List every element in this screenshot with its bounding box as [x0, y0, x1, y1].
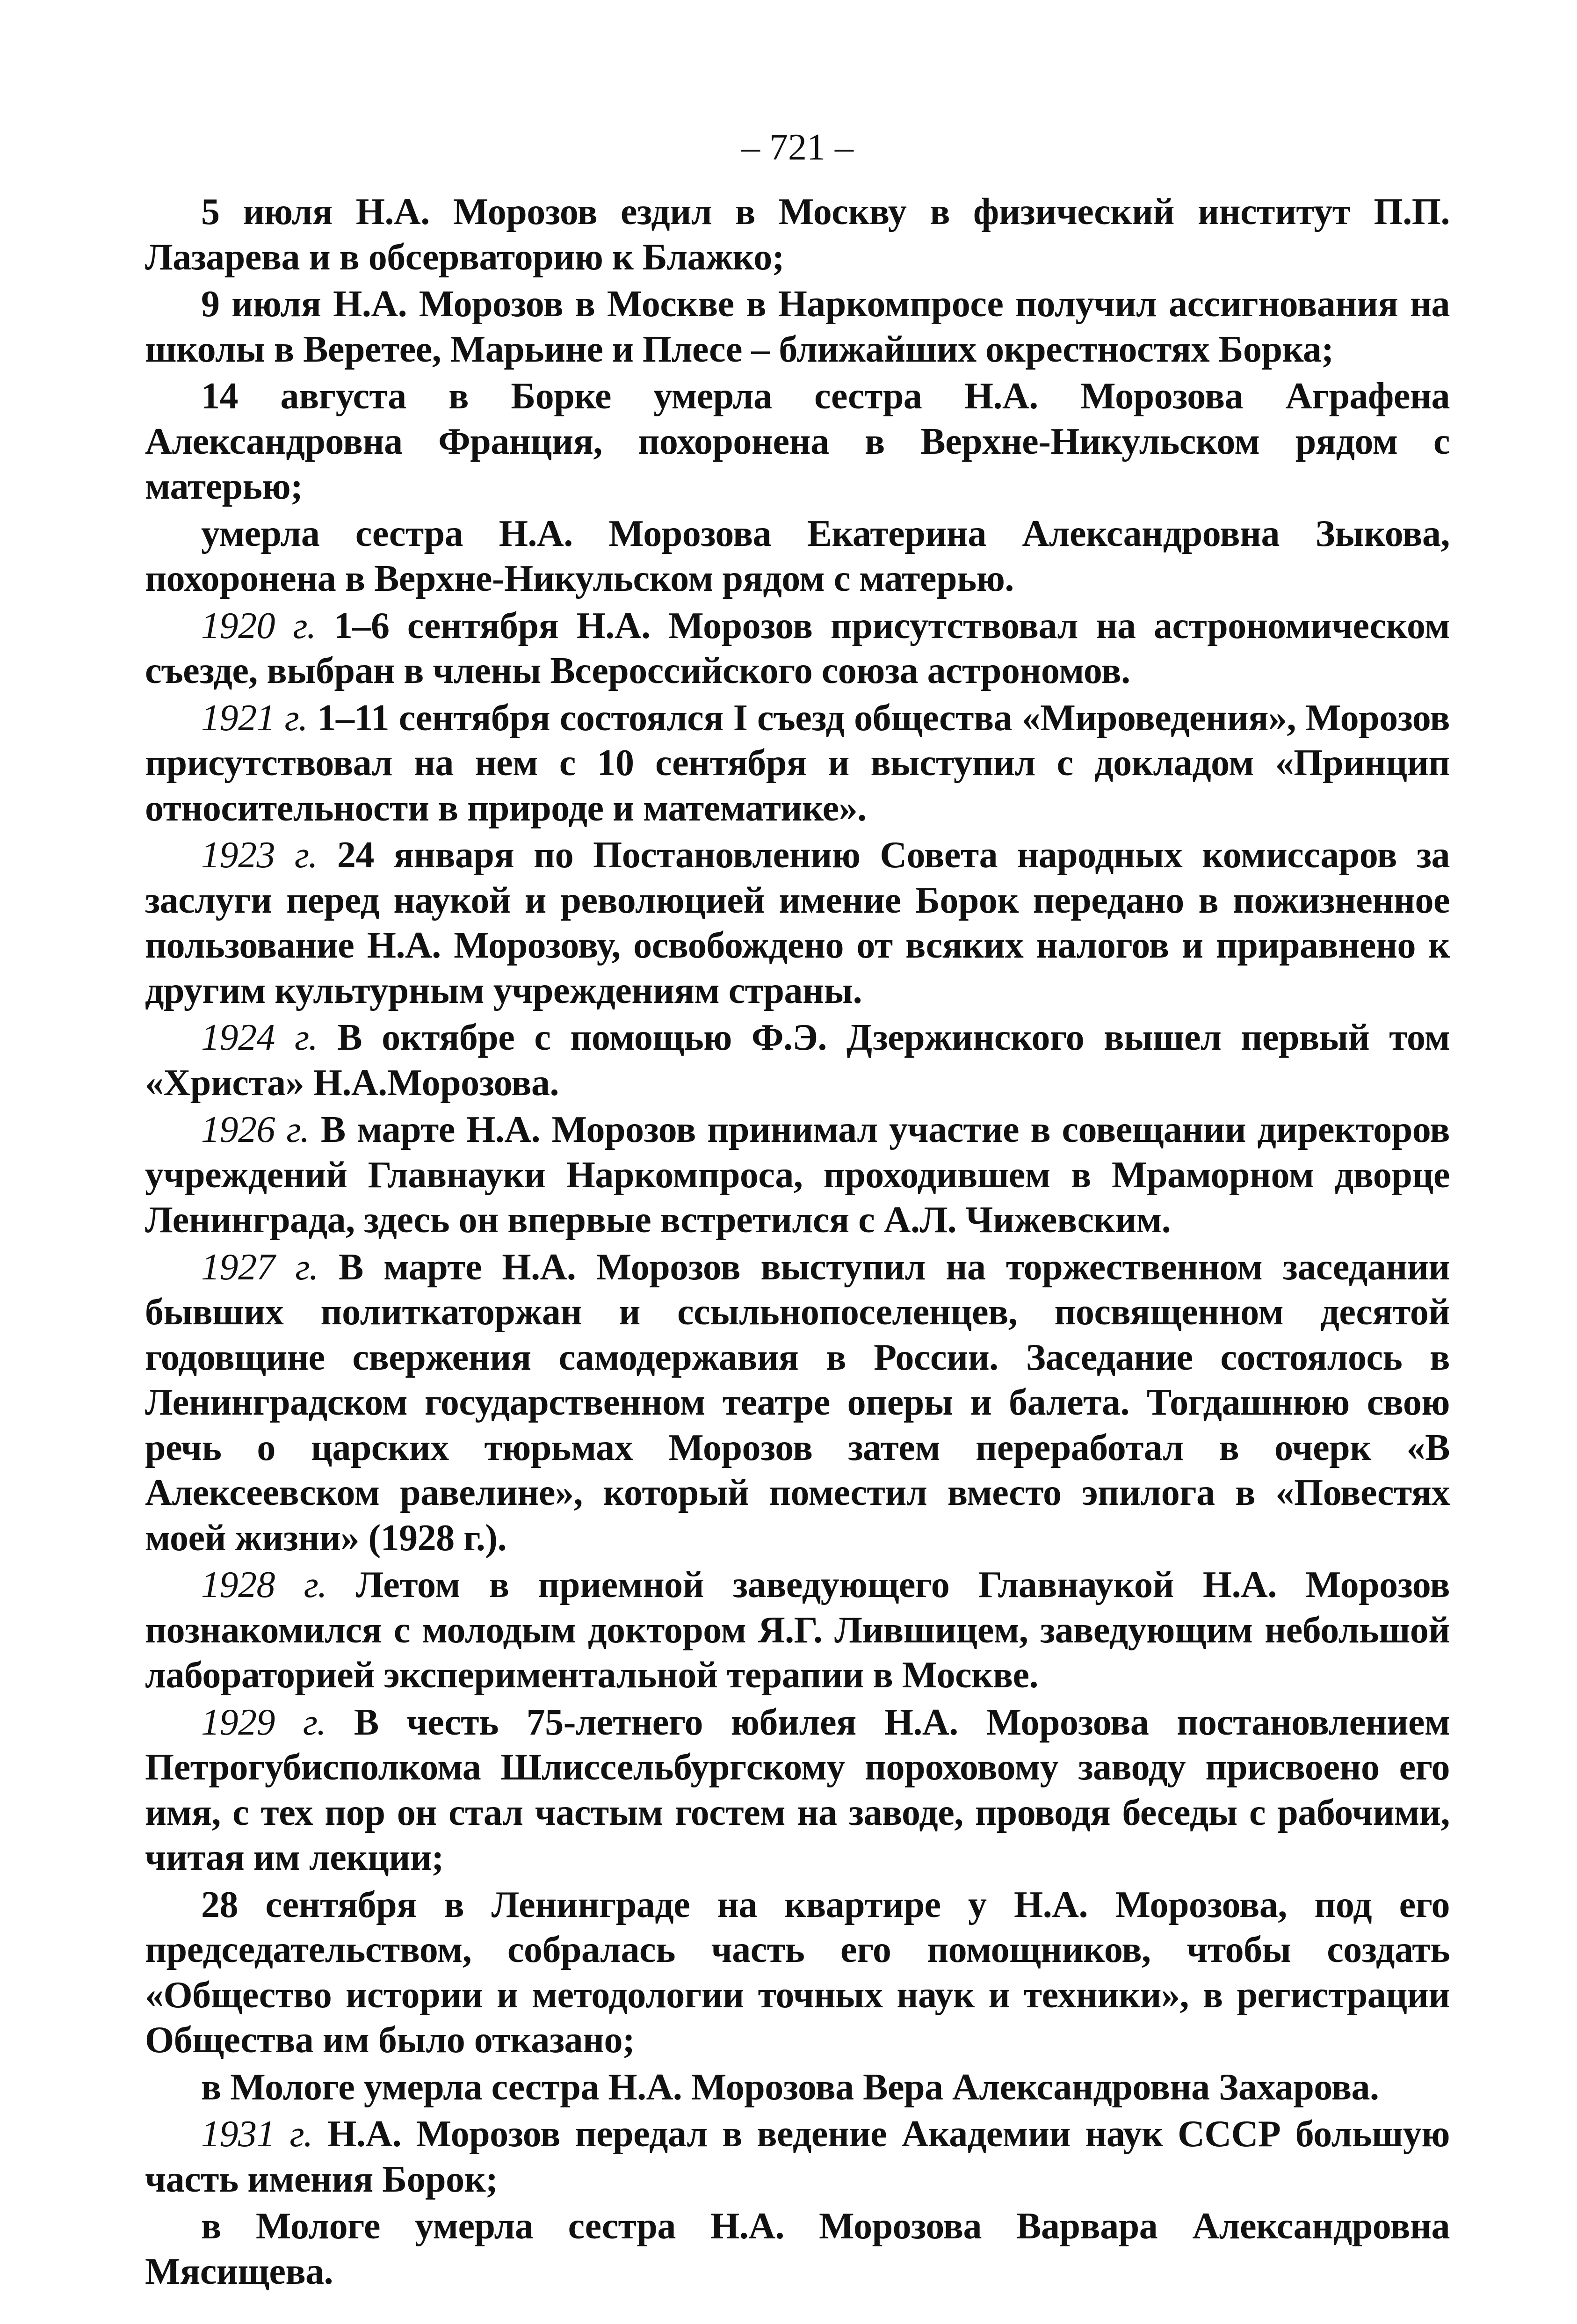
year-label: 1931 г.	[201, 2113, 313, 2155]
paragraph	[145, 282, 1450, 372]
paragraph-text: 5 июля Н.А. Морозов ездил в Москву в физический институт П.П. Лазарева и в обсерваторию к Блажко;	[145, 191, 1450, 278]
paragraph-text: 9 июля Н.А. Морозов в Москве в Наркомпросе получил ассигнования на школы в Веретее, Марьине и Плесе – ближайших окрестностях Борка;	[145, 283, 1450, 370]
year-label: 1924 г.	[201, 1017, 318, 1058]
paragraph	[145, 2204, 1450, 2294]
paragraph-text: Н.А. Морозов передал в ведение Академии наук СССР большую часть имения Борок;	[145, 2113, 1450, 2200]
page-number: – 721 –	[741, 127, 854, 168]
paragraph	[145, 833, 1450, 1013]
paragraph-text: Летом в приемной заведующего Главнаукой Н.А. Морозов познакомился с молодым доктором Я.Г. Лившицем, заведующим небольшой лабораторией экспериментальной терапии в Москве.	[145, 1564, 1450, 1696]
paragraph-text: 1–6 сентября Н.А. Морозов присутствовал на астрономическом съезде, выбран в члены Всероссийского союза астрономов.	[145, 605, 1450, 691]
year-label: 1920 г.	[201, 605, 316, 646]
year-label: 1923 г.	[201, 835, 318, 876]
paragraph-text: 1–11 сентября состоялся I съезд общества «Мироведения», Морозов присутствовал на нем с 10 сентября и выступил с докладом «Принцип относительности в природе и математике».	[145, 697, 1450, 829]
paragraph	[145, 696, 1450, 831]
paragraph	[145, 603, 1450, 694]
paragraph-text: в Мологе умерла сестра Н.А. Морозова Вера Александровна Захарова.	[201, 2066, 1379, 2108]
paragraph-text: 28 сентября в Ленинграде на квартире у Н.А. Морозова, под его председательством, собралась часть его помощников, чтобы создать «Общество истории и методологии точных наук и техники», в регистрации Общества им было отказано;	[145, 1884, 1450, 2061]
paragraph-text: умерла сестра Н.А. Морозова Екатерина Александровна Зыкова, похоронена в Верхне-Никульском рядом с матерью.	[145, 513, 1450, 599]
paragraph-text: 14 августа в Борке умерла сестра Н.А. Морозова Аграфена Александровна Франция, похоронена в Верхне-Никульском рядом с матерью;	[145, 376, 1450, 507]
paragraph	[145, 374, 1450, 509]
paragraph-text: В октябре с помощью Ф.Э. Дзержинского вышел первый том «Христа» Н.А.Морозова.	[145, 1017, 1450, 1104]
document-page	[145, 124, 1450, 2296]
paragraph	[145, 1562, 1450, 1698]
paragraph	[145, 1700, 1450, 1881]
paragraph	[145, 189, 1450, 280]
paragraph	[145, 1015, 1450, 1105]
paragraph	[145, 2065, 1450, 2110]
paragraph	[145, 1245, 1450, 1561]
paragraph	[145, 511, 1450, 602]
paragraph	[145, 1882, 1450, 2063]
year-label: 1921 г.	[201, 697, 308, 739]
year-label: 1927 г.	[201, 1246, 318, 1288]
year-label: 1929 г.	[201, 1701, 326, 1743]
year-label: 1926 г.	[201, 1109, 310, 1150]
paragraph	[145, 1107, 1450, 1243]
paragraph-text: В марте Н.А. Морозов выступил на торжественном заседании бывших политкаторжан и ссыльнопоселенцев, посвященном десятой годовщине свержения самодержавия в России. Заседание состоялось в Ленинградском государственном театре оперы и балета. Тогдашнюю свою речь о царских тюрьмах Морозов затем переработал в очерк «В Алексеевском равелине», который поместил вместо эпилога в «Повестях моей жизни» (1928 г.).	[145, 1246, 1450, 1559]
paragraph-text: В марте Н.А. Морозов принимал участие в совещании директоров учреждений Главнауки Наркомпроса, проходившем в Мраморном дворце Ленинграда, здесь он впервые встретился с А.Л. Чижевским.	[145, 1109, 1450, 1241]
paragraph	[145, 2112, 1450, 2202]
paragraph-text: в Мологе умерла сестра Н.А. Морозова Варвара Александровна Мясищева.	[145, 2206, 1450, 2292]
paragraph-text: 24 января по Постановлению Совета народных комиссаров за заслуги перед наукой и революцией имение Борок передано в пожизненное пользование Н.А. Морозову, освобождено от всяких налогов и приравнено к другим культурным учреждениям страны.	[145, 835, 1450, 1011]
paragraph-text: В честь 75-летнего юбилея Н.А. Морозова постановлением Петрогубисполкома Шлиссельбургскому пороховому заводу присвоено его имя, с тех пор он стал частым гостем на заводе, проводя беседы с рабочими, читая им лекции;	[145, 1701, 1450, 1878]
year-label: 1928 г.	[201, 1564, 327, 1605]
